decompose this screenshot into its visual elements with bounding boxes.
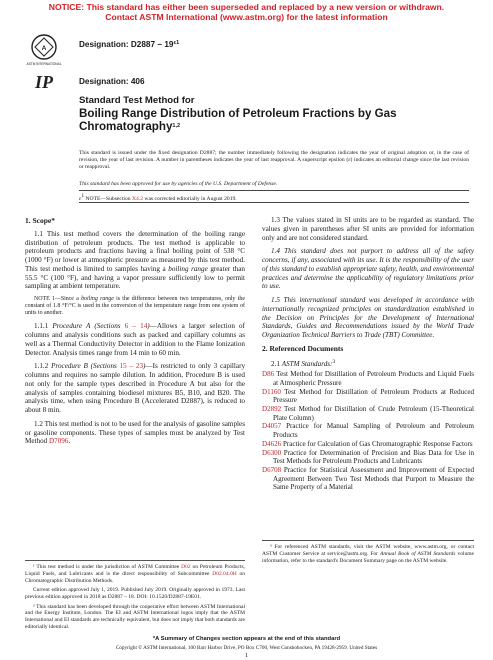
reference-item: D6708 Practice for Statistical Assessment and Improvement of Expected Agreement Between Two Test Methods that Purport to Measure the Same Property of a Material [262, 466, 474, 492]
footnote-1-edition: Current edition approved July 1, 2019. Published July 2019. Originally approved in 1973. Last previous edition approved in 2018 as D2887 – 18. DOI: 10.1520/D2887-19E01. [25, 587, 245, 601]
paragraph-1-5: 1.5 This international standard was developed in accordance with internationally recognized principles on standardization established in the Decision on Principles for the Development of International Standards, Guides and Recommendations issued by the World Trade Organization Technical Barriers to Trade (TBT) Committee. [262, 296, 474, 339]
paragraph-1-3: 1.3 The values stated in SI units are to be regarded as standard. The values given in parentheses after SI units are provided for information only and are not considered standard. [262, 216, 474, 242]
editorial-note-text-end: was corrected editorially in August 2019. [143, 196, 237, 202]
footnote-1: ¹ This test method is under the jurisdiction of ASTM Committee D02 on Petroleum Products, Liquid Fuels, and Lubricants and is the direct responsibility of Subcommittee D02.04.0H on Chromatographic Distribution Methods. [25, 564, 246, 584]
reference-item: D1160 Test Method for Distillation of Petroleum Products at Reduced Pressure [262, 387, 474, 405]
paragraph-1-1: 1.1 This test method covers the determination of the boiling range distribution of petroleum products. The test method is applicable to petroleum products and fractions having a final boiling point of 538 °C (1000 °F) or lower at atmospheric pressure as measured by this test method. This test method is limited to samples having a boiling range greater than 55.5 °C (100 °F), and having a vapor pressure sufficiently low to permit sampling at ambient temperature. [25, 229, 245, 291]
paragraph-1-4: 1.4 This standard does not purport to address all of the safety concerns, if any, associated with its use. It is the responsibility of the user of this standard to establish appropriate safety, health, and environmental practices and determine the applicability of regulatory limitations prior to use. [262, 247, 474, 291]
reference-link[interactable]: D2892 [262, 405, 282, 414]
dod-approval: This standard has been approved for use by agencies of the U.S. Department of Defense. [79, 181, 278, 187]
link-sections-6-14[interactable]: 6 – 14 [124, 322, 148, 331]
ip-logo [29, 71, 59, 93]
title-line-2 [79, 107, 469, 134]
editorial-note [79, 193, 237, 202]
reference-item: D2892 Test Method for Distillation of Crude Petroleum (15-Theoretical Plate Column) [262, 405, 474, 422]
footnotes-right [262, 540, 474, 567]
right-column [262, 216, 474, 492]
ip-designation [79, 77, 145, 86]
astm-designation [79, 40, 179, 49]
copyright-line: Copyright © ASTM International, 100 Barr Harbor Drive, PO Box C700, West Conshohocken, PA 19428-2959. United States [115, 645, 378, 651]
notice-line-1: NOTICE: This standard has either been superseded and replaced by a new version or withdrawn. [48, 2, 445, 12]
paragraph-2-1: 2.1 ASTM Standards:$^3$ [271, 358, 336, 368]
paragraph-1-2: 1.2 This test method is not to be used for the analysis of gasoline samples or gasoline components. These types of samples must be analyzed by Test Method D7096. [25, 419, 245, 446]
divider [79, 190, 469, 191]
editorial-note-epsilon: ε [79, 196, 82, 202]
reference-link[interactable]: D1160 [262, 387, 281, 396]
ip-logo-icon [29, 71, 59, 93]
title-line-1: Standard Test Method for [79, 95, 195, 106]
reference-link[interactable]: D6300 [262, 448, 282, 457]
paragraph-1-1-2: 1.1.2 Procedure B (Sections 15 – 23)—Is restricted to only 3 capillary columns and requires no sample dilution. In addition, Procedure B is used not only for the sample types described in Procedure A but also for the analysis of samples containing biodiesel mixtures B5, B10, and B20. The analysis time, when using Procedure B (Accelerated D2887), is reduced to about 8 min. [25, 362, 246, 415]
reference-item: D86 Test Method for Distillation of Petroleum Products and Liquid Fuels at Atmospheric Pressure [262, 370, 474, 387]
designation-code: D2887 − 19 [130, 40, 174, 49]
link-sections-15-23[interactable]: 15 – 23 [119, 362, 144, 371]
ip-designation-label: Designation: [79, 77, 129, 86]
issued-statement: This standard is issued under the fixed designation D2887; the number immediately following the designation indicates the year of original adoption or, in the case of revision, the year of last revision. A number in parentheses indicates the year of last reapproval. A superscript epsilon (ε) indicates an editorial change since the last revision or reapproval. [79, 150, 469, 171]
reference-link[interactable]: D4626 [262, 439, 282, 448]
superseded-notice [0, 2, 493, 22]
editorial-note-sup: 1 [81, 193, 85, 199]
link-subcommittee[interactable]: D02.04.0H [212, 570, 237, 577]
section-heading-scope: 1. Scope* [25, 216, 55, 225]
reference-item: D4057 Practice for Manual Sampling of Petroleum and Petroleum Products [262, 422, 474, 439]
reference-link[interactable]: D86 [262, 370, 275, 379]
notice-line-2: Contact ASTM International (www.astm.org) for the latest information [105, 12, 388, 22]
reference-item: D4626 Practice for Calculation of Gas Chromatographic Response Factors [262, 439, 473, 448]
link-committee-d02[interactable]: D02 [181, 564, 191, 570]
link-d7096[interactable]: D7096 [49, 437, 69, 446]
reference-link[interactable]: D4057 [262, 422, 282, 431]
link-x4-2[interactable]: X4.2 [131, 196, 144, 202]
title-footnote-ref: 1,2 [172, 123, 181, 130]
ip-designation-code: 406 [130, 77, 145, 86]
reference-link[interactable]: D6708 [262, 466, 282, 475]
title-main: Boiling Range Distribution of Petroleum Fractions by Gas Chromatography [79, 107, 397, 134]
footnotes-left [25, 560, 245, 634]
left-column [25, 217, 245, 451]
svg-text:A: A [41, 45, 47, 52]
svg-text:IP: IP [35, 72, 53, 92]
summary-of-changes-note: *A Summary of Changes section appears at the end of this standard [152, 636, 341, 642]
designation-label: Designation: [79, 40, 129, 49]
astm-logo [26, 33, 62, 67]
designation-epsilon: ε1 [173, 40, 180, 46]
paragraph-1-1-1: 1.1.1 Procedure A (Sections 6 – 14)—Allows a larger selection of columns and analysis conditions such as packed and capillary columns as well as a Thermal Conductivity Detector in addition to the Flame Ionization Detector. Analysis times range from 14 min to 60 min. [25, 322, 245, 357]
page-number: 1 [244, 652, 249, 659]
editorial-note-text: NOTE—Subsection [84, 196, 132, 202]
note-1: NOTE 1—Since a boiling range is the difference between two temperatures, only the constant of 1.8 °F/°C is used in the conversion of the temperature range from one system of units to another. [25, 296, 245, 317]
astm-logo-icon [26, 33, 62, 67]
astm-logo-text: ASTM INTERNATIONAL [26, 62, 62, 66]
section-heading-referenced-documents: 2. Referenced Documents [262, 343, 344, 353]
reference-item: D6300 Practice for Determination of Precision and Bias Data for Use in Test Methods for Petroleum Products and Lubricants [262, 448, 474, 466]
footnote-2: ² This standard has been developed through the cooperative effort between ASTM International and the Energy Institute, London. The EI and ASTM International logos imply that the ASTM International and EI standards are technically equivalent, but does not imply that both standards are editorially identical. [25, 603, 245, 631]
divider [79, 202, 469, 203]
footnote-3: ³ For referenced ASTM standards, visit the ASTM website, www.astm.org, or contact ASTM Customer Service at service@astm.org. For Annual Book of ASTM Standards volume information, refer to the standard's Document Summary page on the ASTM website. [262, 544, 474, 564]
reference-list [262, 370, 474, 491]
document-title [79, 95, 469, 134]
